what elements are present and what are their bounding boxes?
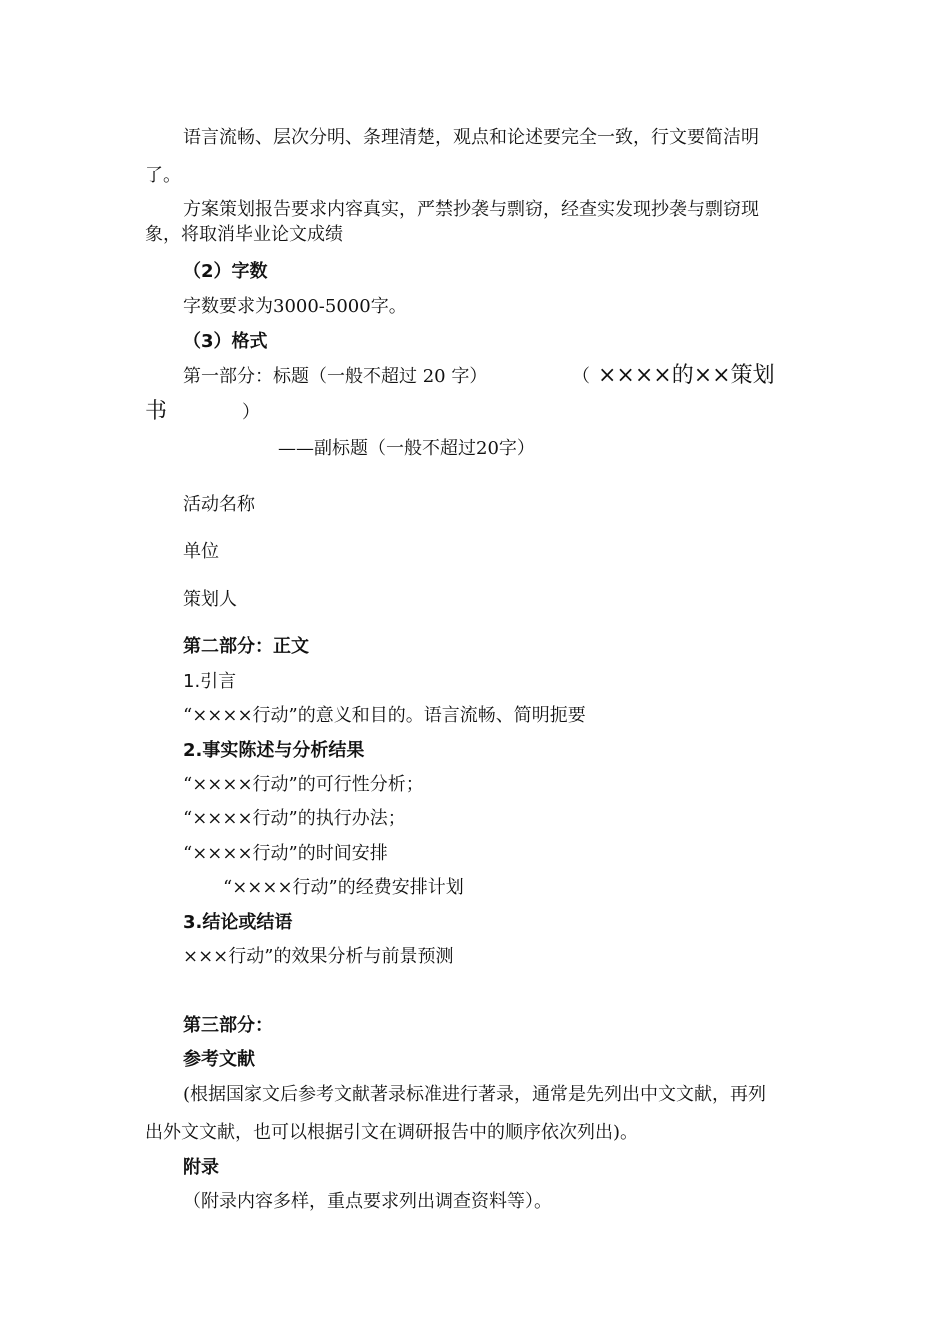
paragraph-line: 方案策划报告要求内容真实，严禁抄袭与剽窃，经查实发现抄袭与剽窃现 bbox=[183, 199, 759, 220]
list-item: “××××行动”的可行性分析； bbox=[183, 774, 424, 795]
section-heading-format: （3）格式 bbox=[183, 331, 268, 352]
paragraph-line: 了。 bbox=[145, 165, 181, 186]
section-introduction: 1.引言 bbox=[183, 671, 237, 692]
references-heading: 参考文献 bbox=[183, 1049, 255, 1070]
appendix-heading: 附录 bbox=[183, 1157, 219, 1178]
section-heading-wordcount: （2）字数 bbox=[183, 261, 268, 282]
section-conclusion: 3.结论或结语 bbox=[183, 912, 293, 933]
references-line: 出外文文献，也可以根据引文在调研报告中的顺序依次列出)。 bbox=[145, 1122, 639, 1143]
list-item: “××××行动”的时间安排 bbox=[183, 843, 388, 864]
wordcount-text: 字数要求为3000-5000字。 bbox=[183, 296, 407, 317]
part3-heading: 第三部分： bbox=[183, 1015, 273, 1036]
part1-label: 第一部分：标题（一般不超过 20 字） bbox=[183, 366, 488, 387]
paragraph-line: 语言流畅、层次分明、条理清楚，观点和论述要完全一致，行文要简洁明 bbox=[183, 127, 759, 148]
part1-paren-close: ） bbox=[242, 402, 260, 423]
list-item: “××××行动”的经费安排计划 bbox=[223, 877, 464, 898]
part1-paren-open: （ bbox=[572, 366, 590, 387]
list-item: “××××行动”的执行办法； bbox=[183, 808, 406, 829]
conclusion-text: ×××行动”的效果分析与前景预测 bbox=[183, 946, 454, 967]
activity-name-label: 活动名称 bbox=[183, 494, 255, 515]
introduction-text: “××××行动”的意义和目的。语言流畅、简明扼要 bbox=[183, 705, 586, 726]
part1-title: ××××的××策划 bbox=[598, 363, 775, 388]
part1-title-end: 书 bbox=[145, 399, 168, 424]
unit-label: 单位 bbox=[183, 541, 219, 562]
planner-label: 策划人 bbox=[183, 589, 237, 610]
part2-heading: 第二部分：正文 bbox=[183, 636, 309, 657]
paragraph-line: 象，将取消毕业论文成绩 bbox=[145, 224, 343, 245]
references-line: (根据国家文后参考文献著录标准进行著录，通常是先列出中文文献，再列 bbox=[183, 1084, 767, 1105]
subtitle-hint: ——副标题（一般不超过20字） bbox=[278, 438, 535, 459]
section-facts-analysis: 2.事实陈述与分析结果 bbox=[183, 740, 365, 761]
appendix-text: （附录内容多样，重点要求列出调查资料等）。 bbox=[183, 1191, 552, 1212]
